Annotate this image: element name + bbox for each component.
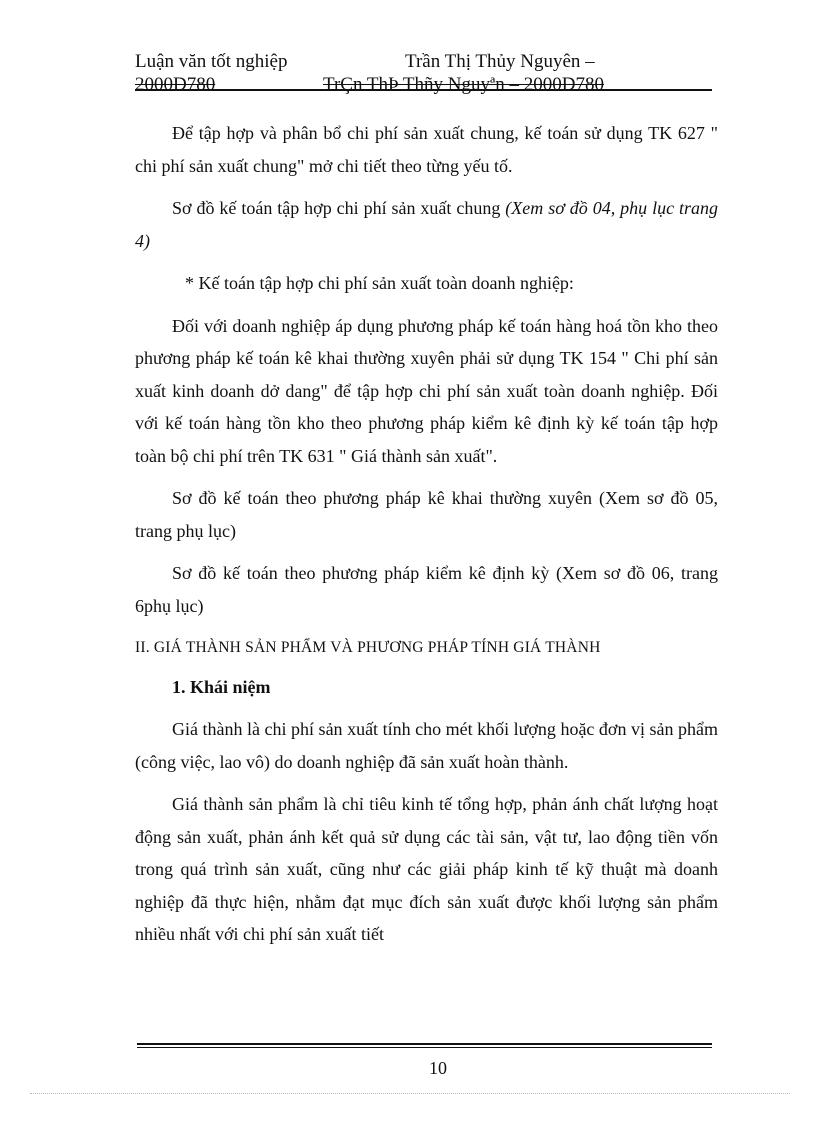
page-bottom-edge bbox=[30, 1093, 790, 1094]
page-header bbox=[135, 50, 715, 93]
document-body bbox=[135, 117, 718, 961]
paragraph-diagram-06: Sơ đồ kế toán theo phương pháp kiểm kê định kỳ (Xem sơ đồ 06, trang 6phụ lục) bbox=[135, 563, 718, 616]
header-rule bbox=[135, 89, 712, 91]
diagram-ref-text: Sơ đồ kế toán tập hợp chi phí sản xuất chung bbox=[172, 198, 506, 218]
header-author-garbled: TrÇn ThÞ Thñy Nguyªn – 2000D780 bbox=[323, 74, 604, 95]
subheading-concept: 1. Khái niệm bbox=[172, 676, 271, 697]
footer-rule-thin bbox=[137, 1047, 712, 1048]
diagram-ref-italic: (Xem sơ đồ 04, phụ lục trang 4) bbox=[135, 198, 719, 251]
header-student-code: 2000D780 bbox=[135, 74, 216, 95]
paragraph-tk627: Để tập hợp và phân bổ chi phí sản xuất chung, kế toán sử dụng TK 627 " chi phí sản xuất chung" mở chi tiết theo từng yếu tố. bbox=[135, 123, 718, 176]
paragraph-diagram-04 bbox=[135, 192, 718, 257]
paragraph-diagram-05: Sơ đồ kế toán theo phương pháp kê khai thường xuyên (Xem sơ đồ 05, trang phụ lục) bbox=[135, 488, 718, 541]
header-thesis-title: Luận văn tốt nghiệp bbox=[135, 51, 288, 72]
paragraph-tk154: Đối với doanh nghiệp áp dụng phương pháp kế toán hàng hoá tồn kho theo phương pháp kế toán kê khai thường xuyên phải sử dụng TK 154 " Chi phí sản xuất kinh doanh dở dang" để tập hợp chi phí sản xuất toàn doanh nghiệp. Đối với kế toán hàng tồn kho theo phương pháp kiểm kê định kỳ kế toán tập hợp toàn bộ chi phí trên TK 631 " Giá thành sản xuất". bbox=[135, 315, 718, 466]
bullet-heading: * Kế toán tập hợp chi phí sản xuất toàn doanh nghiệp: bbox=[185, 273, 574, 293]
footer-rule-thick bbox=[137, 1043, 712, 1045]
paragraph-product-cost: Giá thành sản phẩm là chỉ tiêu kinh tế tổng hợp, phản ánh chất lượng hoạt động sản xuất, phản ánh kết quả sử dụng các tài sản, vật tư, lao động tiền vốn trong quá trình sản xuất, cũng như các giải pháp kinh tế kỹ thuật mà doanh nghiệp đã thực hiện, nhằm đạt mục đích sản xuất được khối lượng sản phẩm nhiều nhất với chi phí sản xuất tiết bbox=[135, 794, 718, 944]
paragraph-definition: Giá thành là chi phí sản xuất tính cho mét khối lượng hoặc đơn vị sản phẩm (công việc, lao vô) do doanh nghiệp đã sản xuất hoàn thành. bbox=[135, 719, 718, 772]
header-author: Trần Thị Thủy Nguyên – bbox=[405, 51, 595, 72]
page-number: 10 bbox=[429, 1058, 447, 1078]
section-heading: II. GIÁ THÀNH SẢN PHẨM VÀ PHƯƠNG PHÁP TÍNH GIÁ THÀNH bbox=[135, 639, 601, 656]
